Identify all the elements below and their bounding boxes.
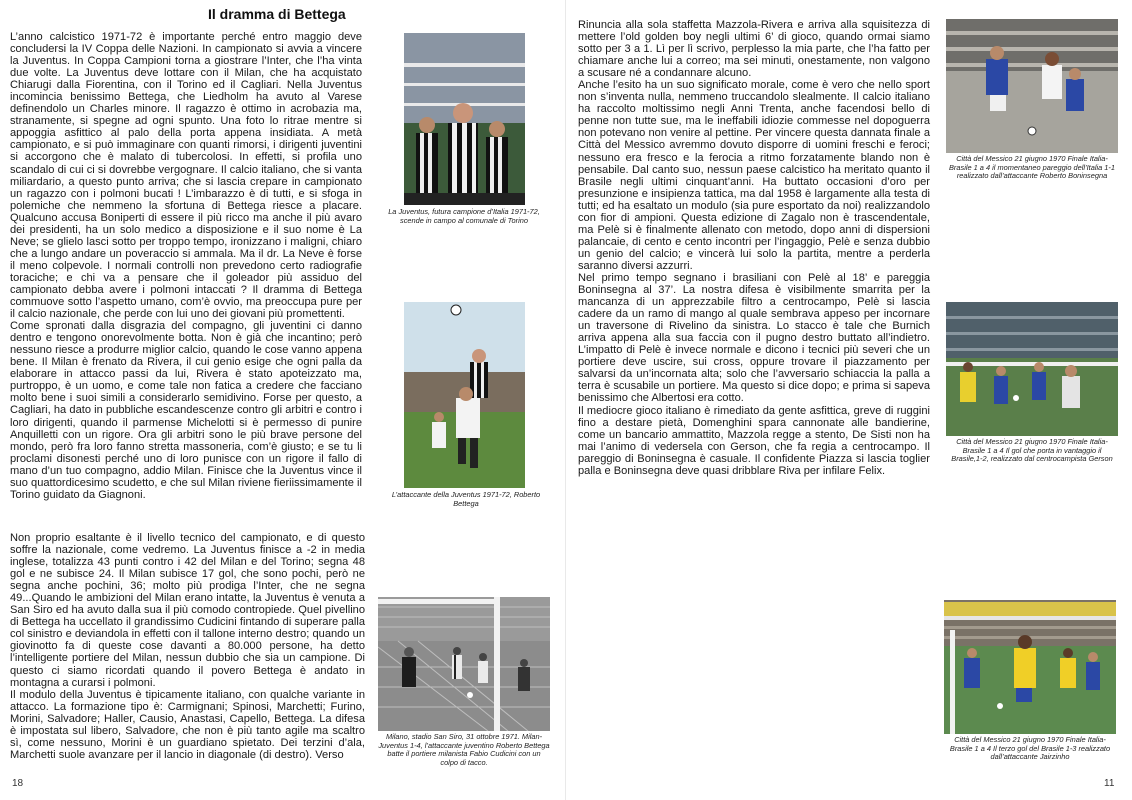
paragraph: L’anno calcistico 1971-72 è importante perché entro maggio deve concludersi la IV Coppa delle Nazioni. In campionato si avvia a vincere la Juventus. In Coppa Campioni torna a giostrare l’Inter, che l’ha vinta due volte. La Juventus deve lottare con il Milan, che ha acquistato Chiarugi dalla Fiorentina, con il Torino ed il Cagliari. Nella Juventus incomincia benissimo Bettega, che Liedholm ha avuto al Varese definendolo un Charles minore. Il ragazzo è ottimo in acrobazia ma, stranamente, si spegne ad ogni spunto. Una foto lo ritrae mentre si appoggia asfittico al palo della porta appena insidiata. A metà campionato, e si può immaginare con quanti rimorsi, i dirigenti juventini si accorgono che è malato di tubercolosi. In effetti, si profila uno scandalo di cui ci si dovrebbe vergognare. Il calcio italiano, che si vanta miliardario, a questo punto arriva; che si lascia crepare in campionato un ragazzo con i polmoni bucati ! L’imbarazzo è di tutti, e si sfoga in polemiche che nemmeno la sfortuna di Bettega riesce a placare. Qualcuno accusa Boniperti di essere il più ricco ma anche il più avaro dei presidenti, ha un solo medico a disposizione e il suo nome è La Neve; se glielo lasci sotto per troppo tempo, ironizzano i maligni, chiaro che a lungo andare un poveraccio si ammala. Ma il dr. La Neve è forse il meno colpevole. I normali controlli non prevedono certo radiografie toraciche; e chi va a pensare che il goleador più assiduo del campionato debba avere i polmoni intaccati ? Il dramma di Bettega commuove sotto l’aspetto umano, com’è ovvio, ma preoccupa pure per il calcio nazionale, che perde con lui uno dei giovani più promettenti. — [10, 31, 362, 321]
paragraph: Nel primo tempo segnano i brasiliani con Pelè al 18’ e pareggia Boninsegna al 37’. La nostra difesa è visibilmente smarrita per la mancanza di un apprezzabile filtro a centrocampo, Pelè si lascia cadere da un ramo di mango al quale sembrava appeso per incornare un traversone di Rivelino da sinistra. Lo stacco è tale che Burnich arriva appena alla sua faccia con il pugno destro buttato all’indietro. L’impatto di Pelè è invece normale e dicono i tecnici più severi che un portiere deve uscire, sui cross, oppure trovare il piazzamento per salvarsi da un’incornata alta; solo che l’avversario schiaccia la palla a terra è scusabile un portiere. Ma questo si dice dopo; e prima si sapeva benissimo che Albertosi era cotto. — [578, 271, 930, 405]
photo-caption: Città del Messico 21 giugno 1970 Finale Italia-Brasile 1 a 4 Il terzo gol del Brasile 1-3 realizzato dall’attaccante Jairzinho — [949, 735, 1111, 762]
photo-gerson-goal-image — [946, 302, 1118, 436]
paragraph: Il mediocre gioco italiano è rimediato da gente asfittica, greve di ruggini fino a destare pietà, Domenghini spara cannonate alle bandierine, come un bancario ammattito, Mazzola regge a stento, De Sisti non ha mai l’animo di vedersela con Gerson, che fa regia a centrocampo. Il pareggio di Boninsegna è casuale. Il confidente Piazza si lascia toglier palla e Boninsegna deve quasi dribblare Riva per infilare Felix. — [578, 404, 930, 477]
paragraph: Non proprio esaltante è il livello tecnico del campionato, e di questo soffre la nazionale, come vedremo. La Juventus finisce a -2 in media inglese, totalizza 43 punti contro i 42 del Milan e del Torino; segna 48 gol e ne subisce 24. Il Milan subisce 17 gol, che sono pochi, però ne segna anche pochini, 36; molto più prodiga l’Inter, che ne segna 49...Quando le ambizioni del Milan erano intatte, la Juventus è venuta a San Siro ed ha avuto dalla sua il più comodo contropiede. Quel pivellino di Bettega ha uccellato il grandissimo Cudicini fintando di superare palla col sinistro e deviandola in effetti con il tallone interno destro; quando un giovinotto fa di queste cose davanti a 80.000 persone, ha detto l’intelligente portiere del Milan, nessun dubbio che sia un campione. Di questo ci siamo ricordati quando il povero Bettega è andato in montagna a curarsi i polmoni. — [10, 532, 365, 689]
photo-juventus-team-image — [404, 33, 525, 205]
article-title: Il dramma di Bettega — [208, 6, 346, 22]
photo-boninsegna-goal-image — [946, 19, 1118, 153]
right-text-column — [578, 19, 930, 477]
photo-caption: L’attaccante della Juventus 1971-72, Roberto Bettega — [391, 490, 541, 508]
paragraph: Il modulo della Juventus è tipicamente italiano, con qualche variante in attacco. La formazione tipo è: Carmignani; Spinosi, Marchetti; Furino, Morini, Salvadore; Haller, Causio, Anastasi, Capello, Bettega. La difesa è impostata sul libero, Salvadore, che non è più tanto agile ma scaltro sì, come nessuno, Morini è un guardiano spietato. Dei terzini d’ala, Marchetti suole avanzare per il lancio in diagonale (di destro). Verso — [10, 688, 365, 761]
photo-gerson-goal — [946, 302, 1118, 436]
photo-caption: Città del Messico 21 giugno 1970 Finale Italia-Brasile 1 a 4 il momentaneo pareggio dell’Italia 1-1 realizzato dall’attaccante Roberto Boninsegna — [949, 154, 1115, 181]
paragraph: Come spronati dalla disgrazia del compagno, gli juventini ci danno dentro e tengono onorevolmente botta. Non è già che incantino; però nessuno riesce a produrre miglior calcio, quando le cose vanno appena bene. Il Milan è frenato da Rivera, il cui genio esige che ogni palla da elaborare in attacco passi da lui, Rivera è stato apoteizzato ma, purtroppo, è un uomo, e come tale non fatica a credere che facciano molto bene i suoi simili a considerarlo semidivino. Forse per questo, a Cagliari, ha dato in pubbliche escandescenze contro gli arbitri e contro i loro dirigenti, quando il parmense Michelotti si è permesso di punire Anquilletti con un rigore. Ora gli arbitri sono le più brave persone del mondo, però fra loro fanno stretta massoneria, com’è giusto; e se tu li proclami disonesti perché uno di loro punisce con un rigore il fallo di mano d’un tuo compagno, addio Milan. Finisce che la Juventus vince il suo quattordicesimo scudetto, e che sul Milan riviene fieriissimamente il Torino guidato da Giagnoni. — [10, 320, 362, 501]
photo-caption: La Juventus, futura campione d’Italia 1971-72, scende in campo al comunale di Torino — [388, 207, 540, 225]
photo-jairzinho-goal — [944, 600, 1116, 734]
paragraph: Anche l’esito ha un suo significato morale, come è vero che nello sport non s’inventa nulla, nemmeno truccandolo slealmente. Il calcio italiano ha raccolto moltissimo negli Anni Trenta, anche facendosi bello di penne non tutte sue, ma le ineffabili idiozie commesse nel dopoguerra non potevano non venire al pettine. Per vincere questa dannata finale a Città del Messico avremmo dovuto disporre di uomini freschi e feroci; nessuno era fresco e la ferocia a ritmo forzatamente blando non è pensabile. Dal canto suo, nessun paese calcistico ha meritato quanto il Brasile negli ultimi cinquant’anni. Ha buttato occasioni d’oro per presunzione e insipienza tattica, ma dal 1958 è largamente alla testa di tutti; ed ha esaltato un modulo (sia pure esportato da noi) realizzandolo con fior di ampioni. Questa edizione di Zagalo non è trascendentale, ma Pelè si è finalmente allenato con metodo, dopo anni di dispersioni palancaie, di cento e cento incontri per l’ingaggio, Pelè e senza dubbio un genio del calcio; e vincerà lui solo la partita, mentre a perderla saranno diversi azzurri. — [578, 79, 930, 272]
photo-milan-juventus — [378, 597, 550, 731]
photo-caption: Milano, stadio San Siro, 31 ottobre 1971. Milan-Juventus 1-4, l’attaccante juventino Roberto Bettega batte il portiere milanista Fabio Cudicini con un colpo di tacco. — [378, 732, 550, 767]
photo-bettega-header — [404, 302, 525, 488]
photo-juventus-team — [404, 33, 525, 205]
photo-caption: Città del Messico 21 giugno 1970 Finale Italia-Brasile 1 a 4 Il gol che porta in vantaggio il Brasile,1-2, realizzato dal centrocampista Gerson — [951, 437, 1113, 464]
paragraph: Rinuncia alla sola staffetta Mazzola-Rivera e arriva alla squisitezza di mettere l’old golden boy negli ultimi 6’ di gioco, quando ormai siamo sotto per 3 a 1. Lì per lì scrivo, perplesso la mia parte, che l’ha fatto per chiamare anche lui a correo; ma sei minuti, onestamente, non valgono a scusare né a condannare alcuno. — [578, 19, 930, 80]
left-text-column-top — [10, 31, 362, 501]
page-number: 18 — [12, 778, 24, 789]
photo-milan-juventus-image — [378, 597, 550, 731]
page-number: 11 — [1104, 778, 1115, 789]
photo-boninsegna-goal — [946, 19, 1118, 153]
photo-jairzinho-goal-image — [944, 600, 1116, 734]
left-text-column-bottom — [10, 532, 365, 761]
photo-bettega-header-image — [404, 302, 525, 488]
